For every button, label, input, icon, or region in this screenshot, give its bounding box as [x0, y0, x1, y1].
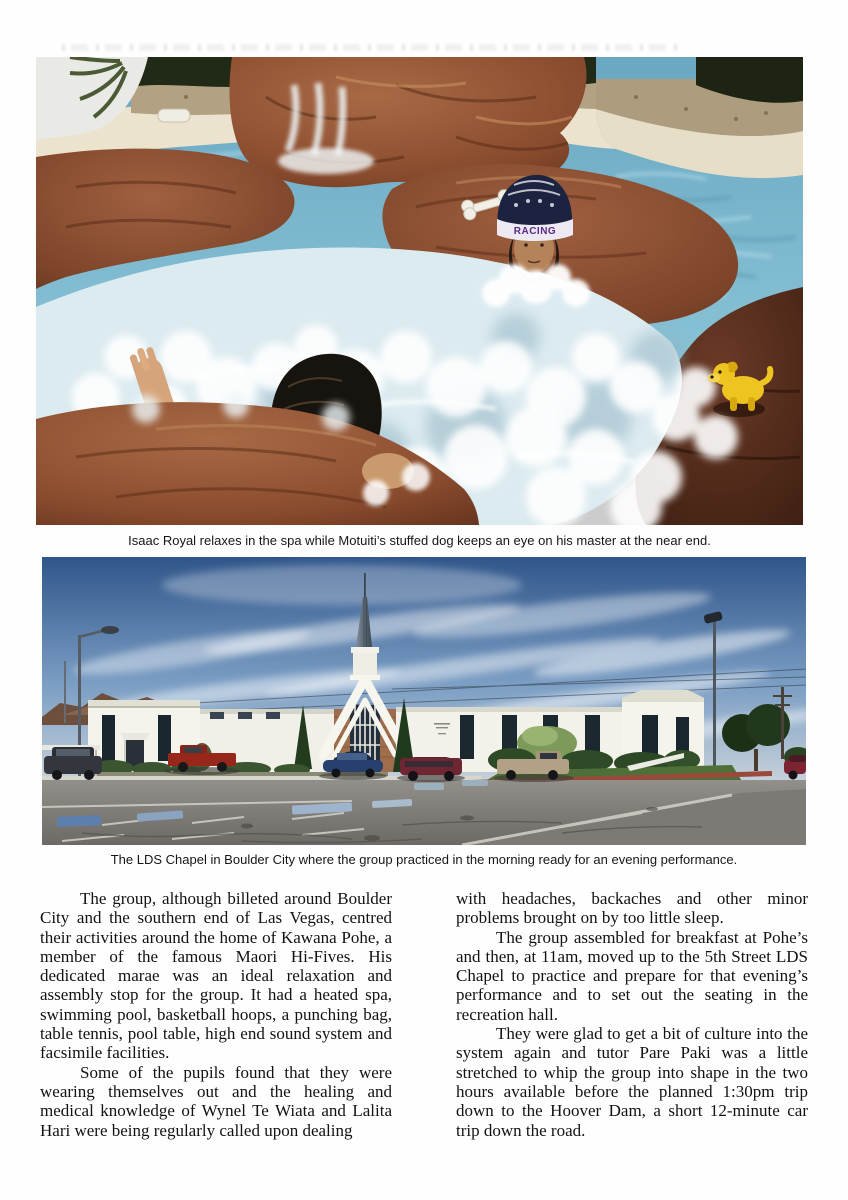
paragraph-headaches: with headaches, backaches and other minor problems brought on by too little sleep.: [456, 889, 808, 928]
chapel-photo-caption: The LDS Chapel in Boulder City where the group practiced in the morning ready for an evening performance.: [110, 852, 738, 867]
spa-photo-caption: Isaac Royal relaxes in the spa while Motuiti’s stuffed dog keeps an eye on his master at the near end.: [128, 533, 711, 548]
chapel-photo-illustration: [42, 557, 806, 845]
chapel-photo: [42, 557, 806, 845]
cropped-header-artifact: [62, 44, 682, 51]
maroon-minivan: [397, 757, 465, 782]
article-left-column: [40, 889, 392, 1140]
article-right-column: [456, 889, 808, 1140]
beanie-text: RACING: [513, 226, 557, 237]
paragraph-culture: They were glad to get a bit of culture into the system again and tutor Pare Paki was a little stretched to whip the group into shape in the two hours available before the planned 1:30pm trip down to the Hoover Dam, a short 12-minute car trip down the road.: [456, 1024, 808, 1140]
paragraph-billeted: The group, although billeted around Boulder City and the southern end of Las Vegas, centred their activities around the home of Kawana Pohe, a member of the famous Maori Hi-Fives. His dedicated marae was an ideal relaxation and assembly stop for the group. It had a heated spa, swimming pool, basketball hoops, a punching bag, table tennis, pool table, high end sound system and facsimile facilities.: [40, 889, 392, 1063]
spa-photo: [36, 57, 803, 525]
article-body: [40, 889, 808, 1140]
spa-photo-illustration: [36, 57, 803, 525]
paragraph-breakfast: The group assembled for breakfast at Pohe’s and then, at 11am, moved up to the 5th Street LDS Chapel to practice and prepare for that evening’s performance and to set out the seating in the recreation hall.: [456, 927, 808, 1024]
paragraph-pupils: Some of the pupils found that they were wearing themselves out and the healing and medical knowledge of Wynel Te Wiata and Lalita Hari were being regularly called upon dealing: [40, 1062, 392, 1140]
